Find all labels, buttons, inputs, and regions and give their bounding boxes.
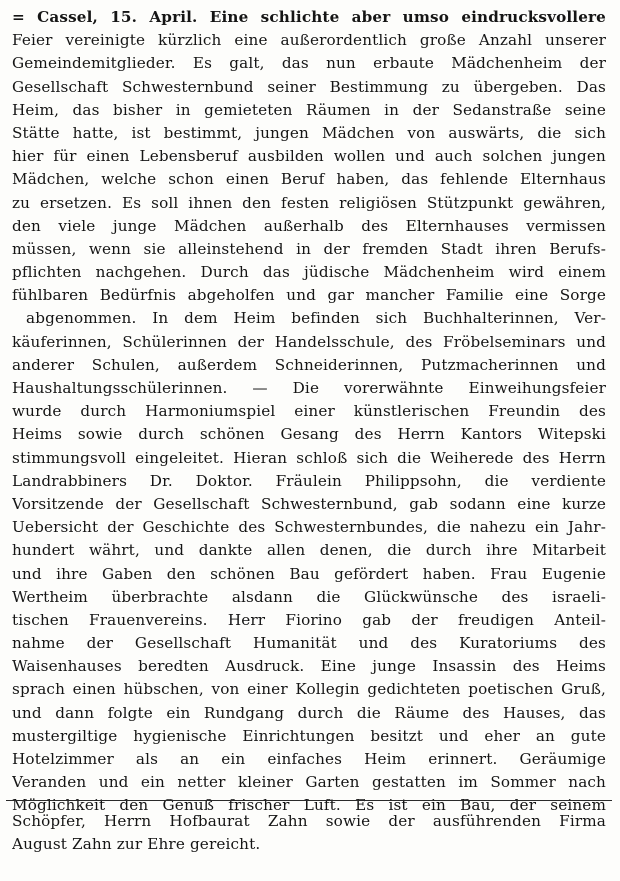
column-divider (6, 800, 612, 801)
article-line: tischen Frauenvereins. Herr Fiorino gab der freudigen Anteil- (12, 610, 606, 629)
article-line: Möglichkeit den Genuß frischer Luft. Es ist ein Bau, der seinem (12, 796, 606, 815)
article-line: pflichten nachgehen. Durch das jüdische Mädchenheim wird einem (12, 263, 606, 282)
article-line-dateline: = Cassel, 15. April. Eine schlichte aber umso eindrucksvollere (12, 8, 606, 26)
article-line: Landrabbiners Dr. Doktor. Fräulein Philippsohn, die verdiente (12, 471, 606, 490)
article-line: nahme der Gesellschaft Humanität und des Kuratoriums des (12, 634, 606, 653)
article-column (12, 6, 606, 818)
article-line: mustergiltige hygienische Einrichtungen besitzt und eher an gute (12, 726, 606, 745)
article-line: stimmungsvoll eingeleitet. Hieran schloß sich die Weiherede des Herrn (12, 448, 606, 467)
article-line: Veranden und ein netter kleiner Garten gestatten im Sommer nach (12, 773, 606, 792)
article-line: zu ersetzen. Es soll ihnen den festen religiösen Stützpunkt gewähren, (12, 193, 606, 212)
article-line: käuferinnen, Schülerinnen der Handelsschule, des Fröbelseminars und (12, 332, 606, 351)
article-line: Stätte hatte, ist bestimmt, jungen Mädchen von auswärts, die sich (12, 123, 606, 142)
article-line: hundert währt, und dankte allen denen, die durch ihre Mitarbeit (12, 541, 606, 560)
article-line: Haushaltungsschülerinnen. — Die vorerwähnte Einweihungsfeier (12, 379, 606, 397)
article-line: Gemeindemitglieder. Es galt, das nun erbaute Mädchenheim der (12, 54, 606, 73)
article-line: den viele junge Mädchen außerhalb des Elternhauses vermissen (12, 216, 606, 235)
article-line: abgenommen. In dem Heim befinden sich Buchhalterinnen, Ver- (26, 309, 606, 328)
article-line: Schöpfer, Herrn Hofbaurat Zahn sowie der ausführenden Firma (12, 812, 606, 830)
article-line: Heims sowie durch schönen Gesang des Herrn Kantors Witepski (12, 425, 606, 444)
article-line: Vorsitzende der Gesellschaft Schwesternbund, gab sodann eine kurze (12, 494, 606, 513)
article-line: Hotelzimmer als an ein einfaches Heim erinnert. Geräumige (12, 750, 606, 768)
article-line: und dann folgte ein Rundgang durch die Räume des Hauses, das (12, 703, 606, 722)
article-line-final: August Zahn zur Ehre gereicht. (12, 835, 261, 854)
article-line: Uebersicht der Geschichte des Schwesternbundes, die nahezu ein Jahr- (12, 518, 606, 537)
article-line: Gesellschaft Schwesternbund seiner Bestimmung zu übergeben. Das (12, 77, 606, 96)
article-line: müssen, wenn sie alleinstehend in der fremden Stadt ihren Berufs- (12, 239, 606, 258)
article-line: Heim, das bisher in gemieteten Räumen in der Sedanstraße seine (12, 100, 606, 119)
article-line: Wertheim überbrachte alsdann die Glückwünsche des israeli- (12, 587, 606, 606)
article-line: sprach einen hübschen, von einer Kollegin gedichteten poetischen Gruß, (12, 680, 606, 699)
article-line: und ihre Gaben den schönen Bau gefördert haben. Frau Eugenie (12, 564, 606, 583)
article-line: wurde durch Harmoniumspiel einer künstlerischen Freundin des (12, 402, 606, 421)
article-line: hier für einen Lebensberuf ausbilden wollen und auch solchen jungen (12, 147, 606, 166)
article-line: Mädchen, welche schon einen Beruf haben, das fehlende Elternhaus (12, 170, 606, 189)
article-line: anderer Schulen, außerdem Schneiderinnen, Putzmacherinnen und (12, 355, 606, 374)
article-line: Feier vereinigte kürzlich eine außerordentlich große Anzahl unserer (12, 31, 606, 50)
article-continuation (12, 810, 606, 856)
article-line: fühlbaren Bedürfnis abgeholfen und gar mancher Familie eine Sorge (12, 286, 606, 305)
article-line: Waisenhauses beredten Ausdruck. Eine junge Insassin des Heims (12, 657, 606, 676)
